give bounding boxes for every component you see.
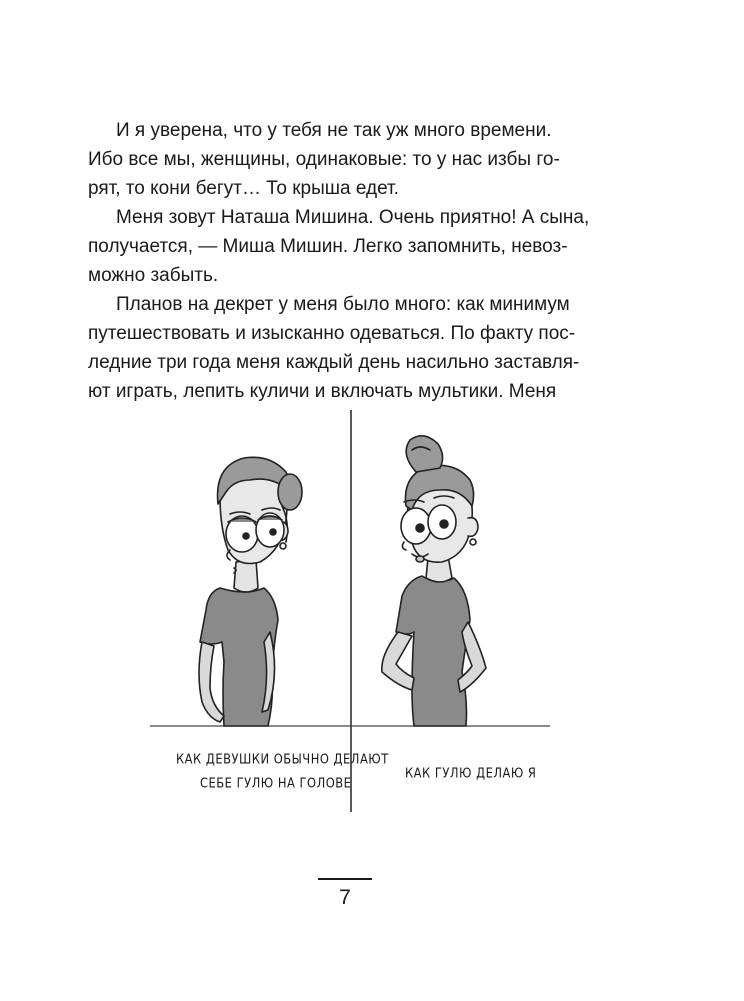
left-caption-line-1: КАК ДЕВУШКИ ОБЫЧНО ДЕЛАЮТ	[176, 750, 389, 768]
text-line: ют играть, лепить куличи и включать мультики. Меня	[88, 381, 557, 402]
paragraph-3	[88, 290, 608, 406]
left-caption-line-2: СЕБЕ ГУЛЮ НА ГОЛОВЕ	[200, 774, 352, 792]
text-line: И я уверена, что у тебя не так уж много времени.	[116, 120, 552, 141]
text-line: рят, то кони бегут… То крыша едет.	[88, 178, 399, 199]
right-woman-figure	[382, 436, 486, 726]
text-line: ледние три года меня каждый день насильно заставля-	[88, 352, 580, 373]
left-woman-figure	[199, 457, 302, 726]
text-line: получается, — Миша Мишин. Легко запомнить, невоз-	[88, 236, 568, 257]
right-caption: КАК ГУЛЮ ДЕЛАЮ Я	[405, 764, 537, 782]
text-line: путешествовать и изысканно одеваться. По факту пос-	[88, 323, 576, 344]
paragraph-1	[88, 116, 608, 203]
text-line: можно забыть.	[88, 265, 219, 286]
text-line: Планов на декрет у меня было много: как минимум	[116, 294, 570, 315]
paragraph-2	[88, 203, 608, 290]
text-line: Ибо все мы, женщины, одинаковые: то у нас избы го-	[88, 149, 560, 170]
text-line: Меня зовут Наташа Мишина. Очень приятно! А сына,	[116, 207, 590, 228]
page-number-rule	[318, 878, 372, 880]
body-text	[88, 116, 608, 406]
page-number: 7	[339, 886, 351, 909]
